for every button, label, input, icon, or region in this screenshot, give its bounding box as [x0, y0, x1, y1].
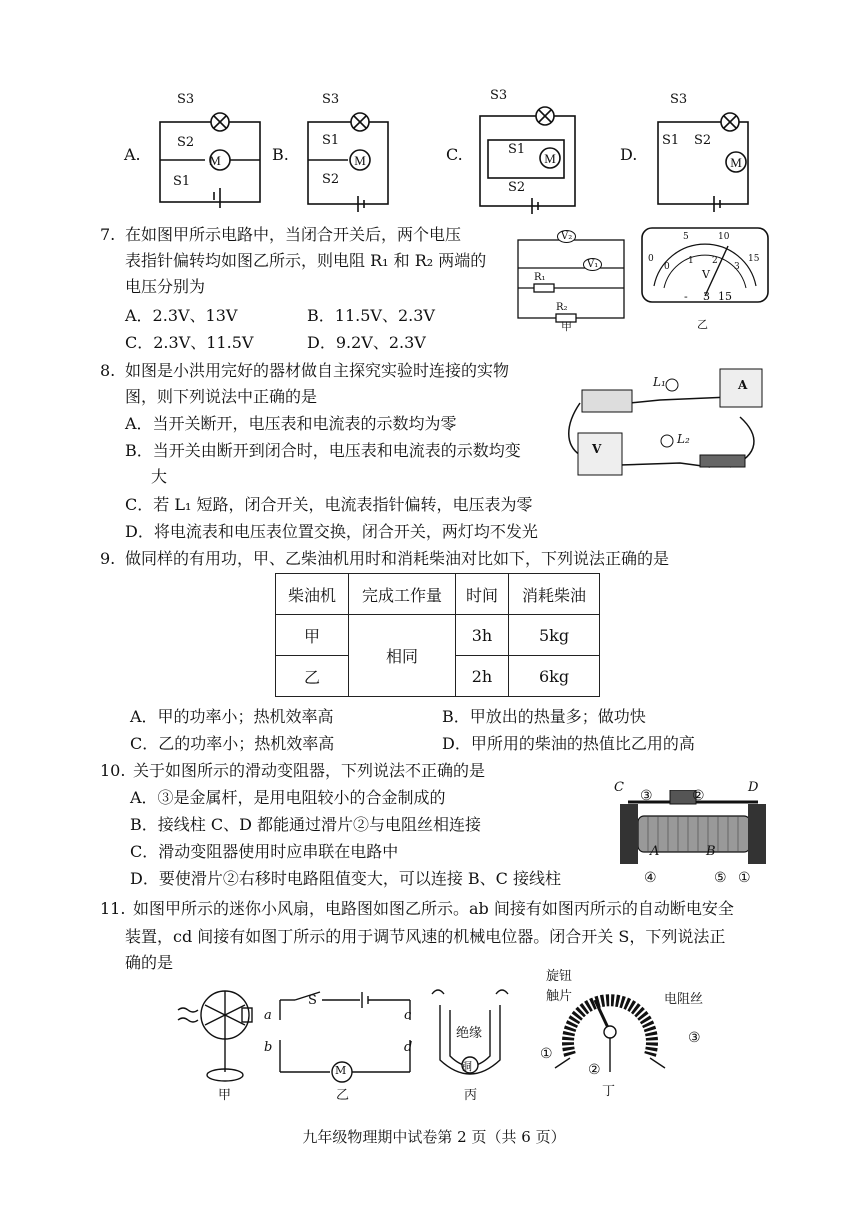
q7-option-a[interactable]: A．2.3V、13V: [125, 306, 238, 325]
svg-text:M: M: [730, 155, 742, 170]
q11-wire: 电阻丝: [664, 992, 704, 1007]
q10-n5: ⑤: [714, 870, 727, 886]
q8-option-d[interactable]: D．将电流表和电压表位置交换，闭合开关，两灯均不发光: [125, 522, 538, 541]
q7-option-b[interactable]: B．11.5V、2.3V: [307, 306, 435, 325]
q10-option-d[interactable]: D．要使滑片②右移时电路阻值变大，可以连接 B、C 接线柱: [130, 869, 562, 888]
q11-d-n1: ①: [540, 1046, 553, 1062]
q8-line2: 图，则下列说法中正确的是: [125, 387, 318, 406]
q7-caption-jia: 甲: [561, 320, 572, 333]
q6-d-s2: S2: [694, 133, 712, 148]
q9-row1-name: 乙: [276, 656, 349, 697]
q11-number: 11.: [100, 899, 126, 918]
q9-merged: 相同: [349, 615, 456, 697]
q7-term-15: 15: [718, 290, 732, 303]
q10-n3: ③: [640, 788, 653, 804]
q10-b: B: [706, 844, 716, 859]
q11-figures: [170, 980, 730, 1090]
q11-fan-icon: [178, 991, 252, 1081]
q6-c-s2: S2: [508, 180, 526, 195]
q7-fig-jia: [512, 228, 632, 328]
svg-text:M: M: [209, 153, 221, 168]
q6-d-s1: S1: [662, 133, 680, 148]
q11-line1: 如图甲所示的迷你小风扇，电路图如图乙所示。ab 间接有如图丙所示的自动断电安全: [133, 899, 734, 918]
q8-line1: 如图是小洪用完好的器材做自主探究实验时连接的实物: [125, 361, 510, 380]
q9-line1: 做同样的有用功，甲、乙柴油机用时和消耗柴油对比如下，下列说法正确的是: [125, 549, 670, 568]
q10-option-b[interactable]: B．接线柱 C、D 都能通过滑片②与电阻丝相连接: [130, 815, 482, 834]
q7-v1: V₁: [583, 258, 602, 271]
q9-row1-time: 2h: [456, 656, 509, 697]
q7-outer-0: 0: [648, 254, 654, 264]
q8-option-a[interactable]: A．当开关断开，电压表和电流表的示数均为零: [125, 414, 457, 433]
q9-row0-fuel: 5kg: [509, 615, 600, 656]
q8-option-b[interactable]: B．当开关由断开到闭合时，电压表和电流表的示数均变: [125, 441, 521, 460]
q11-b: b: [264, 1040, 273, 1055]
q10-number: 10.: [100, 761, 126, 780]
q6-b-s3: S3: [322, 92, 340, 107]
q8-option-c[interactable]: C．若 L₁ 短路，闭合开关，电流表指针偏转，电压表为零: [125, 495, 533, 514]
q10-option-c[interactable]: C．滑动变阻器使用时应串联在电路中: [130, 842, 399, 861]
q7-line3: 电压分别为: [125, 277, 206, 296]
q7-r1: R₁: [534, 272, 546, 283]
q9-number: 9.: [100, 549, 116, 568]
q9-header-0: 柴油机: [276, 574, 349, 615]
q11-contact: 触片: [546, 989, 573, 1004]
q6-option-c[interactable]: C.: [446, 145, 463, 164]
svg-text:M: M: [544, 151, 556, 166]
q7-term-neg: -: [684, 290, 688, 303]
q7-caption-yi: 乙: [697, 318, 708, 331]
q8-voltmeter-label: V: [592, 442, 602, 456]
q6-a-s3: S3: [177, 92, 195, 107]
q11-caption-jia: 甲: [218, 1088, 232, 1103]
q11-caption-yi: 乙: [336, 1088, 350, 1103]
q9-table: [275, 573, 600, 697]
q11-caption-ding: 丁: [602, 1084, 616, 1099]
q8-ammeter-label: A: [738, 378, 748, 392]
q6-c-s3: S3: [490, 88, 508, 103]
q11-insulate: 绝缘: [456, 1026, 483, 1041]
q9-row0-name: 甲: [276, 615, 349, 656]
q7-v2: V₂: [557, 230, 576, 243]
q7-r2: R₂: [556, 302, 568, 313]
q10-line1: 关于如图所示的滑动变阻器，下列说法不正确的是: [133, 761, 486, 780]
q7-term-3: 3: [703, 290, 710, 303]
q6-b-s2: S2: [322, 172, 340, 187]
q9-option-d[interactable]: D．甲所用的柴油的热值比乙用的高: [442, 734, 695, 753]
q10-a: A: [650, 844, 660, 859]
q11-caption-bing: 丙: [464, 1088, 478, 1103]
q6-c-s1: S1: [508, 142, 526, 157]
q9-row1-fuel: 6kg: [509, 656, 600, 697]
q9-row0-time: 3h: [456, 615, 509, 656]
q9-option-c[interactable]: C．乙的功率小；热机效率高: [130, 734, 335, 753]
svg-text:M: M: [354, 153, 366, 168]
q9-option-a[interactable]: A．甲的功率小；热机效率高: [130, 707, 334, 726]
q11-d-n2: ②: [588, 1062, 601, 1078]
q7-unit: V: [702, 268, 710, 281]
q11-a: a: [264, 1008, 272, 1023]
q11-copper: 铜: [461, 1060, 472, 1073]
q10-n2: ②: [692, 788, 705, 804]
q11-line3: 确的是: [125, 953, 174, 972]
q6-circuit-b: [308, 113, 388, 212]
q11-knob: 旋钮: [546, 969, 573, 984]
q11-potentiometer: [555, 1000, 665, 1072]
q8-option-b-cont: 大: [151, 467, 168, 486]
q7-line1: 在如图甲所示电路中，当闭合开关后，两个电压: [125, 225, 462, 244]
q10-d: D: [748, 780, 759, 795]
q6-circuits: [120, 88, 760, 218]
q7-inner-0: 0: [664, 262, 670, 272]
q6-option-b[interactable]: B.: [272, 145, 289, 164]
q10-c: C: [614, 780, 624, 795]
q6-b-s1: S1: [322, 133, 340, 148]
q7-inner-3: 3: [734, 262, 740, 272]
q9-header-3: 消耗柴油: [509, 574, 600, 615]
q7-line2: 表指针偏转均如图乙所示，则电阻 R₁ 和 R₂ 两端的: [125, 251, 487, 270]
q6-d-s3: S3: [670, 92, 688, 107]
q10-n4: ④: [644, 870, 657, 886]
q7-inner-2: 2: [712, 256, 718, 266]
q6-circuit-c: [480, 107, 575, 214]
q9-header-2: 时间: [456, 574, 509, 615]
q11-motor: M: [335, 1064, 347, 1077]
q7-option-d[interactable]: D．9.2V、2.3V: [307, 333, 426, 352]
q7-number: 7.: [100, 225, 116, 244]
q10-n1: ①: [738, 870, 751, 886]
q7-outer-15: 15: [748, 254, 760, 264]
q11-c: c: [404, 1008, 412, 1023]
q6-a-s2: S2: [177, 135, 195, 150]
q11-d: d: [404, 1040, 413, 1055]
q8-l2-label: L₂: [677, 432, 690, 446]
q7-inner-1: 1: [688, 256, 694, 266]
q11-d-n3: ③: [688, 1030, 701, 1046]
q9-option-b[interactable]: B．甲放出的热量多；做功快: [442, 707, 646, 726]
q11-s: S: [308, 993, 317, 1008]
page-footer: 九年级物理期中试卷第 2 页（共 6 页）: [302, 1128, 566, 1146]
q6-option-d[interactable]: D.: [620, 145, 638, 164]
q7-outer-5: 5: [683, 232, 689, 242]
q11-line2: 装置，cd 间接有如图丁所示的用于调节风速的机械电位器。闭合开关 S，下列说法正: [125, 927, 726, 946]
q8-number: 8.: [100, 361, 116, 380]
q7-outer-10: 10: [718, 232, 730, 242]
q6-option-a[interactable]: A.: [124, 145, 141, 164]
q8-l1-label: L₁: [653, 375, 666, 389]
q7-option-c[interactable]: C．2.3V、11.5V: [125, 333, 254, 352]
q9-header-1: 完成工作量: [349, 574, 456, 615]
q6-a-s1: S1: [173, 174, 191, 189]
q10-option-a[interactable]: A．③是金属杆，是用电阻较小的合金制成的: [130, 788, 446, 807]
